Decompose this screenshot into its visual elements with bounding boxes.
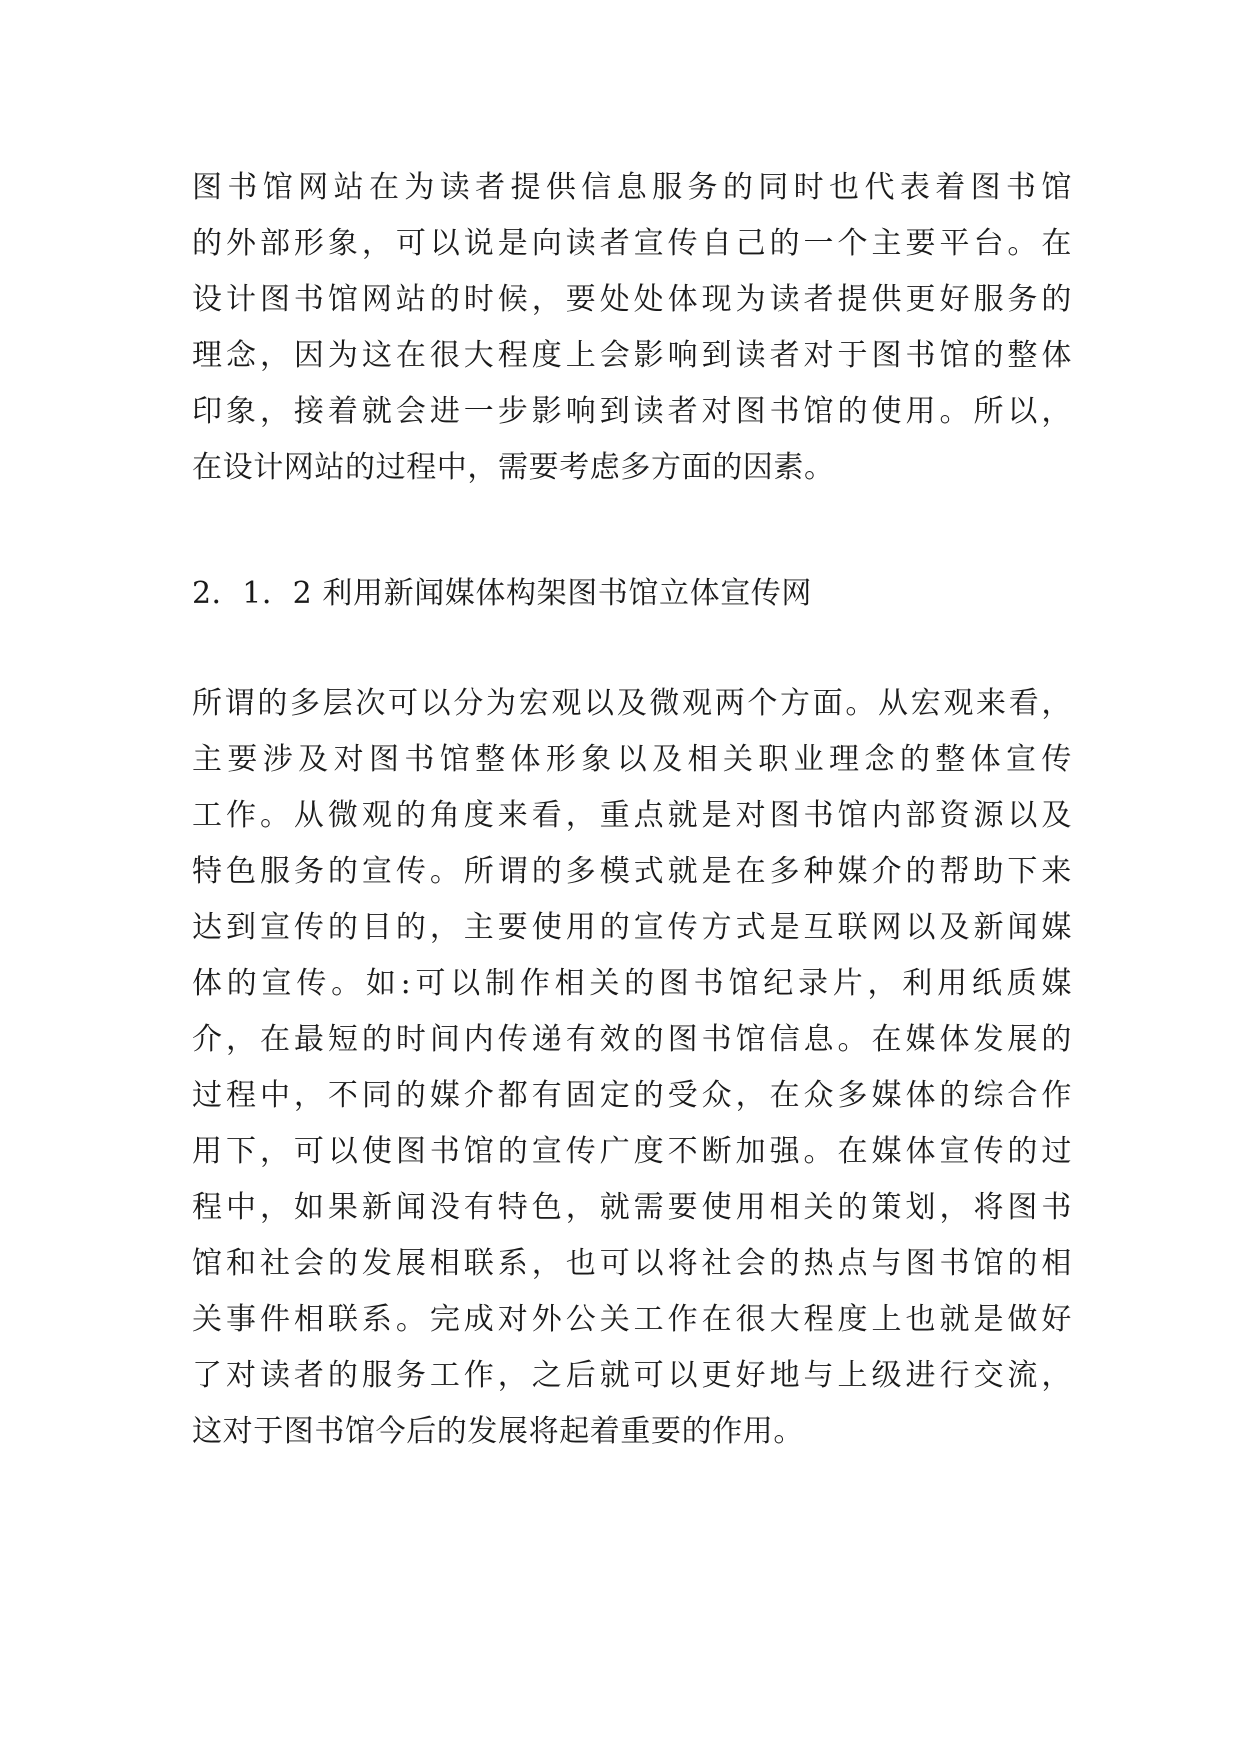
paragraph-2-line: 这对于图书馆今后的发展将起着重要的作用。: [192, 1414, 804, 1449]
paragraph-2-line: 达到宣传的目的，主要使用的宣传方式是互联网以及新闻媒: [192, 910, 1072, 945]
paragraph-2-line: 关事件相联系。完成对外公关工作在很大程度上也就是做好: [192, 1302, 1072, 1337]
paragraph-1-line: 理念，因为这在很大程度上会影响到读者对于图书馆的整体: [192, 338, 1072, 373]
paragraph-1-line: 图书馆网站在为读者提供信息服务的同时也代表着图书馆: [192, 170, 1072, 205]
paragraph-1-line: 的外部形象，可以说是向读者宣传自己的一个主要平台。在: [192, 226, 1072, 261]
paragraph-2-line: 用下，可以使图书馆的宣传广度不断加强。在媒体宣传的过: [192, 1134, 1072, 1169]
paragraph-2-line: 工作。从微观的角度来看，重点就是对图书馆内部资源以及: [192, 798, 1072, 833]
paragraph-1-line: 印象，接着就会进一步影响到读者对图书馆的使用。所以，: [192, 394, 1072, 429]
paragraph-2-line: 体的宣传。如:可以制作相关的图书馆纪录片，利用纸质媒: [192, 966, 1072, 1001]
paragraph-2-line: 特色服务的宣传。所谓的多模式就是在多种媒介的帮助下来: [192, 854, 1072, 889]
paragraph-1-line: 设计图书馆网站的时候，要处处体现为读者提供更好服务的: [192, 282, 1072, 317]
paragraph-2-line: 过程中，不同的媒介都有固定的受众，在众多媒体的综合作: [192, 1078, 1072, 1113]
paragraph-2-line: 馆和社会的发展相联系，也可以将社会的热点与图书馆的相: [192, 1246, 1072, 1281]
section-heading: 2．1．2 利用新闻媒体构架图书馆立体宣传网: [192, 576, 812, 611]
paragraph-2-line: 介，在最短的时间内传递有效的图书馆信息。在媒体发展的: [192, 1022, 1072, 1057]
paragraph-2-line: 程中，如果新闻没有特色，就需要使用相关的策划，将图书: [192, 1190, 1072, 1225]
paragraph-2-line: 所谓的多层次可以分为宏观以及微观两个方面。从宏观来看，: [192, 686, 1072, 721]
paragraph-1-line: 在设计网站的过程中，需要考虑多方面的因素。: [192, 450, 835, 485]
paragraph-2-line: 主要涉及对图书馆整体形象以及相关职业理念的整体宣传: [192, 742, 1072, 777]
paragraph-2-line: 了对读者的服务工作，之后就可以更好地与上级进行交流，: [192, 1358, 1072, 1393]
